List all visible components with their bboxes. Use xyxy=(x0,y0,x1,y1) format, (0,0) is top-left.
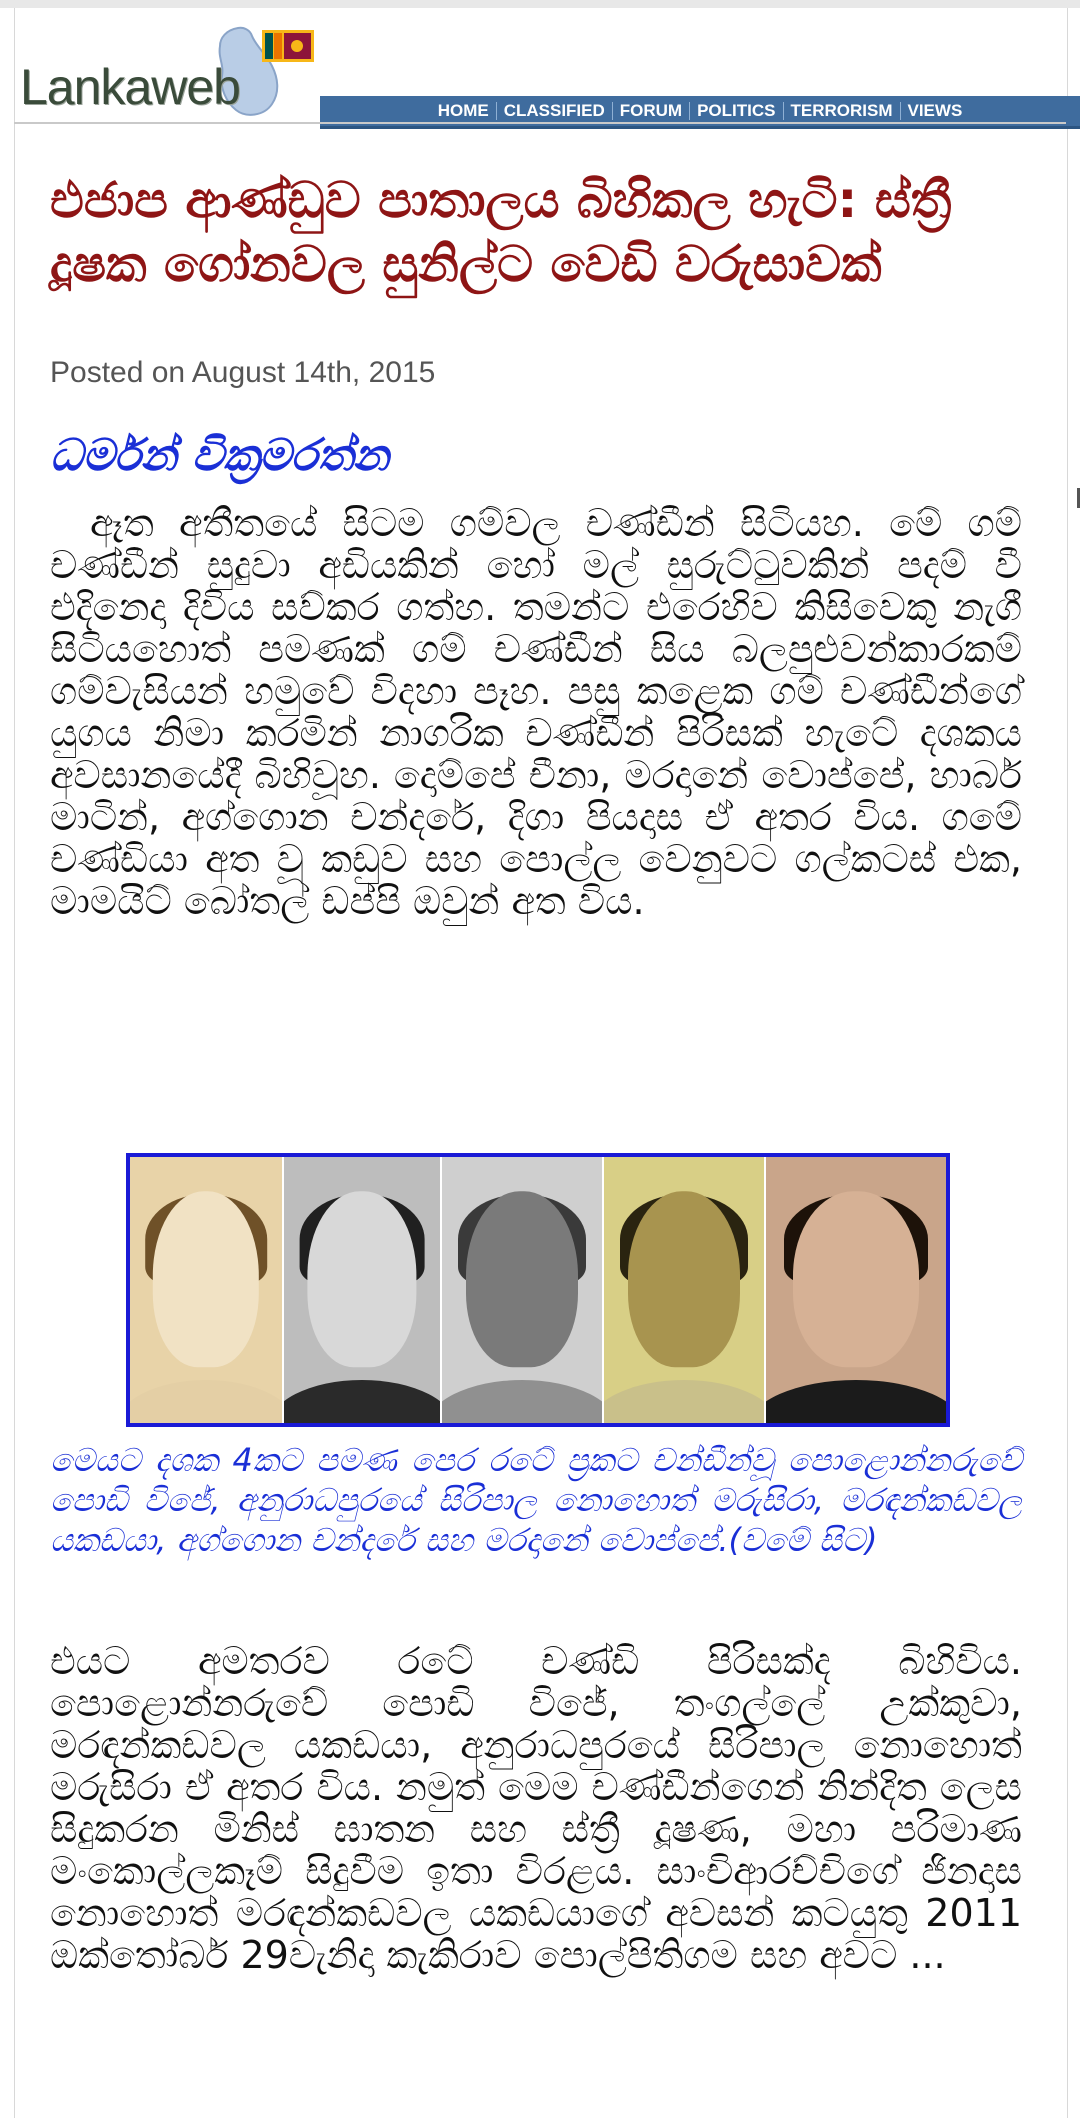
portrait-photo xyxy=(130,1157,282,1423)
nav-politics[interactable]: POLITICS xyxy=(690,102,783,120)
portrait-photo xyxy=(604,1157,764,1423)
nav-forum[interactable]: FORUM xyxy=(613,102,690,120)
header-divider xyxy=(14,122,1066,124)
posted-date: Posted on August 14th, 2015 xyxy=(50,356,436,389)
nav-views[interactable]: VIEWS xyxy=(907,101,963,120)
article-title: එජාප ආණ්ඩුව පාතාලය බිහිකල හැටි: ස්ත්‍රී දූෂක ගෝනවල සුනිල්ට වෙඩි වරුසාවක් xyxy=(50,171,952,293)
article-author: ධර්මන් වික්‍රමරත්න xyxy=(50,430,389,481)
nav-terrorism[interactable]: TERRORISM xyxy=(784,102,901,120)
site-logo[interactable] xyxy=(20,18,340,122)
article-photo xyxy=(126,1153,950,1427)
portrait-photo xyxy=(766,1157,946,1423)
main-nav xyxy=(320,96,1080,129)
nav-home[interactable]: HOME xyxy=(431,102,497,120)
logo-text: Lankaweb xyxy=(20,59,240,115)
article-paragraph: එයට අමතරව රටේ චණ්ඩි පිරිසක්ද බිහිවිය. පොළොන්නරුවේ පොඩි විජේ, තංගල්ලේ උක්කුවා, මරඳන්කඩවල යකඩයා, අනුරාධපුරයේ සිරිපාල නොහොත් මරුසිරා ඒ අතර විය. නමුත් මෙම චණ්ඩීන්ගෙන් නින්දිත ලෙස සිදුකරන මිනිස් ඝාතන සහ ස්ත්‍රී දූෂණ, මහා පරිමාණ මංකොල්ලකෑම් සිදුවීම ඉතා විරළය. සාංචිආරච්චිගේ ජිනදාස නොහොත් මරඳන්කඩවල යකඩයාගේ අවසන් කටයුතු 2011 ඔක්තෝබර් 29වැනිදා කැකිරාව පොල්පිතිගම සහ අවට ... xyxy=(50,1639,1022,1977)
photo-caption: මෙයට දශක 4කට පමණ පෙර රටේ ප්‍රකට චන්ඩීන්වූ පොළොන්නරුවේ පොඩි විජේ, අනුරාධපුරයේ සිරිපාල නොහොත් මරුසිරා, මරඳන්කඩවල යකඩයා, අග්ගොන චන්දරේ සහ මරදානේ වොප්පේ.(වමේ සිට) xyxy=(50,1441,1022,1559)
portrait-photo xyxy=(284,1157,440,1423)
portrait-photo xyxy=(442,1157,602,1423)
article-paragraph: ඈත අතීතයේ සිටම ගම්වල චණ්ඩීන් සිටියහ. මේ ගම් චණ්ඩීන් සුදුවා අඩියකින් හෝ මල් සුරුට්ටුවකින් පදම් වී එදිනෙදා දිවිය සව්කර ගත්හ. තමන්ට එරෙහිව කිසිවෙකු නැගී සිටියහොත් පමණක් ගම් චණ්ඩීන් සිය බලපුළුවන්කාරකම් ගම්වැසියන් හමුවේ විදහා පෑහ. පසු කළෙක ගම් චණ්ඩීන්ගේ යුගය නිමා කරමින් නාගරික චණ්ඩීන් පිරිසක් හැටේ දශකය අවසානයේදී බිහිවූහ. දොම්පේ චීනා, මරදානේ වොප්පේ, හාබර් මාටින්, අග්ගොන චන්දරේ, දිගා පියදාස ඒ අතර විය. ගමේ චණ්ඩියා අත වූ කඩුව සහ පොල්ල වෙනුවට ගල්කටස් එක, මාමයිට් බෝතල් ඩප්පි ඔවුන් අත විය. xyxy=(50,501,1022,923)
nav-classified[interactable]: CLASSIFIED xyxy=(497,102,613,120)
top-band xyxy=(0,0,1080,8)
site-header xyxy=(14,8,1066,128)
